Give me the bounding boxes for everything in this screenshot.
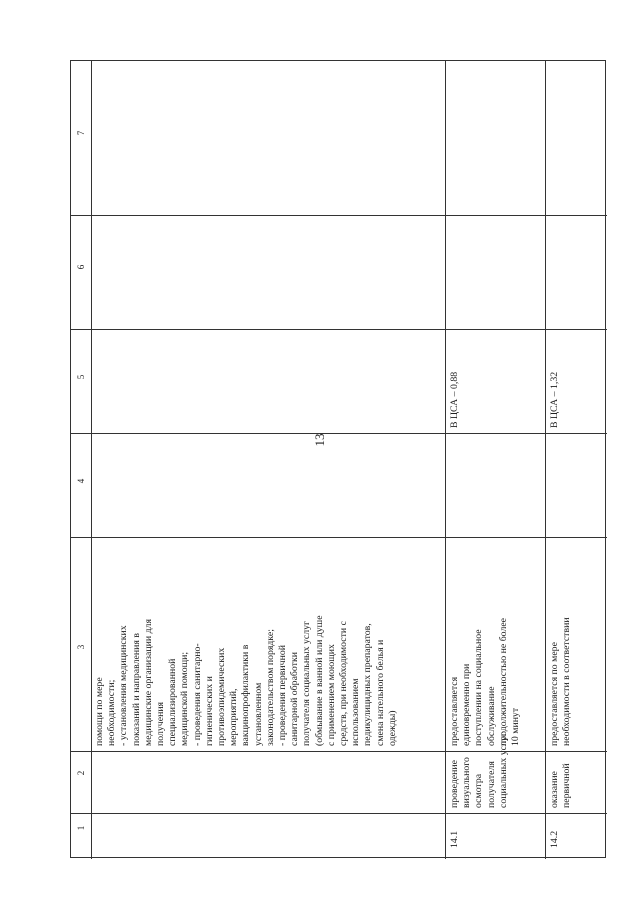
header-row-divider [91, 61, 92, 859]
row-14-2-number: 14.2 [549, 830, 560, 848]
col-divider-4-5 [71, 433, 607, 434]
header-col-2: 2 [76, 770, 86, 776]
row-divider-14-1-14-2 [545, 61, 546, 859]
col-divider-2-3 [71, 751, 607, 752]
page-number: 13 [312, 433, 327, 447]
row-14-2-description: предоставляется по мере необходимости в соответствии [549, 617, 573, 746]
row-14-1-number: 14.1 [449, 830, 460, 848]
header-col-6: 6 [76, 264, 86, 270]
row-14-1-service-name: проведение визуального осмотра получателя социальных услуг [449, 732, 509, 808]
header-col-3: 3 [76, 644, 86, 650]
col-divider-6-7 [71, 215, 607, 216]
row-divider-cont-14-1 [445, 61, 446, 859]
row-14-2-tariff: В ЦСА – 1,32 [549, 371, 560, 428]
header-col-5: 5 [76, 374, 86, 380]
cont-col3-text: помощи по мере необходимости; - установления медицинских показаний и направления в медицинские организации для получения специализированной медицинской помощи; - проведения санитарно- гигиенических и противоэпидемических мероприятий, вакцинопрофилактики в установленном законодательством порядке; - проведения первичной санитарной обработки получателя социальных услуг (обмывание в ванной или душе с применением моющих средств, при необходимости с использованием педикулицидных препаратов, смена нательного белья и одежды) [94, 615, 398, 746]
col-divider-1-2 [71, 813, 607, 814]
col-divider-5-6 [71, 329, 607, 330]
header-col-7: 7 [76, 130, 86, 136]
col-divider-3-4 [71, 537, 607, 538]
header-col-1: 1 [76, 825, 86, 831]
row-14-2-service-name: оказание первичной [549, 763, 573, 808]
row-14-1-tariff: В ЦСА – 0,88 [449, 371, 460, 428]
header-col-4: 4 [76, 478, 86, 484]
row-14-1-description: предоставляется единовременно при поступлении на социальное обслуживание продолжительностью не более 10 минут [449, 617, 522, 746]
